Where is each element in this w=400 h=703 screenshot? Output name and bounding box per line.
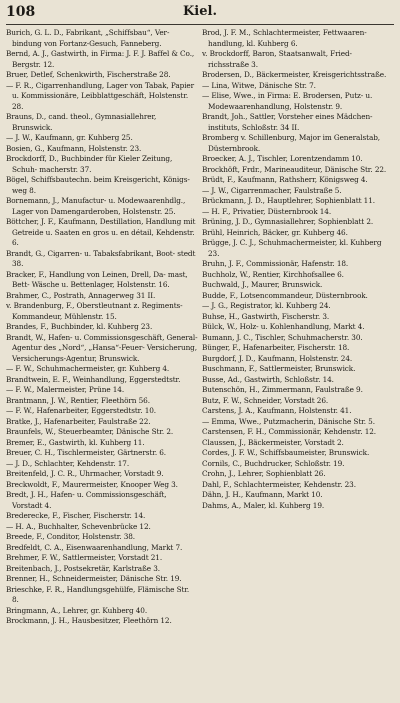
directory-entry: — F. W., Schuhmachermeister, gr. Kuhberg 4. xyxy=(6,364,170,373)
directory-entry: Brandt, W., Hafen- u. Commissionsgeschäft, General-Agentur des „Nord“, „Hansa“-Feuer- Versicherung, Versicherungs-Agentur, Brunswick. xyxy=(6,332,198,363)
directory-entry: — Emma, Wwe., Putzmacherin, Dänische Str. 5. xyxy=(202,416,375,426)
directory-entry: Brahmer, C., Postrath, Annagerweg 31 II. xyxy=(6,290,156,300)
directory-entry: Crohn, J., Lehrer, Sophienblatt 26. xyxy=(202,469,326,478)
directory-entry: Bracker, F., Handlung von Leinen, Drell, Da- mast, Bett- Wäsche u. Bettenlager, Holstenstr. 16. xyxy=(6,269,188,289)
directory-entry: Brehmer, F. W., Sattlermeister, Vorstadt 21. xyxy=(6,553,163,562)
directory-entry: Carstens, J. A., Kaufmann, Holstenstr. 41. xyxy=(202,406,352,415)
directory-entry: Bremer, E., Gastwirth, kl. Kuhberg 11. xyxy=(6,437,145,447)
directory-entry: — J. D., Schlachter, Kehdenstr. 17. xyxy=(6,458,130,468)
directory-entry: v. Brockdorff, Baron, Staatsanwalt, Fried- richsstraße 3. xyxy=(202,49,352,69)
directory-entry: Brüning, J. D., Gymnasiallehrer, Sophienblatt 2. xyxy=(202,217,374,226)
directory-entry: Breitenbach, J., Postsekretär, Karlstraße 3. xyxy=(6,563,161,573)
directory-entry: Brockdorff, D., Buchbinder für Kieler Zeitung, Schuh- macherstr. 37. xyxy=(6,154,173,174)
directory-entry: Brandt, Joh., Sattler, Vorsteher eines Mädchen- instituts, Schloßstr. 34 II. xyxy=(202,112,373,132)
directory-entry: Brod, J. F. M., Schlachtermeister, Fettwaaren- handlung, kl. Kuhberg 6. xyxy=(202,28,367,48)
directory-entry: — Elise, Wwe., in Firma: E. Brodersen, Putz- u. Modewaarenhandlung, Holstenstr. 9. xyxy=(202,91,373,111)
directory-columns xyxy=(6,28,394,698)
directory-entry: Dähn, J. H., Kaufmann, Markt 10. xyxy=(202,490,323,499)
directory-entry: Bredfeldt, C. A., Eisenwaarenhandlung, Markt 7. xyxy=(6,542,183,552)
directory-entry: Bredt, J. H., Hafen- u. Commissionsgeschäft, Vorstadt 4. xyxy=(6,490,167,510)
directory-entry: Claussen, J., Bäckermeister, Vorstadt 2. xyxy=(202,437,344,447)
directory-entry: Breckwoldt, F., Maurermeister, Knooper Weg 3. xyxy=(6,479,178,489)
directory-entry: — J. W., Cigarrenmacher, Faulstraße 5. xyxy=(202,185,342,195)
directory-entry: Broecker, A. J., Tischler, Lorentzendamm 10. xyxy=(202,154,363,163)
directory-entry: — F. W., Hafenarbeiter, Eggerstedtstr. 10. xyxy=(6,406,157,415)
directory-entry: Brandes, F., Buchbinder, kl. Kuhberg 23. xyxy=(6,322,153,331)
directory-entry: — H. A., Buchhalter, Schevenbrücke 12. xyxy=(6,521,151,531)
directory-entry: Brockmann, J. H., Hausbesitzer, Fleethörn 12. xyxy=(6,616,172,625)
directory-entry: Cordes, J. F. W., Schiffsbaumeister, Brunswick. xyxy=(202,448,370,457)
directory-entry: Buschmann, F., Sattlermeister, Brunswick. xyxy=(202,364,356,373)
directory-entry: Brühl, Heinrich, Bäcker, gr. Kuhberg 46. xyxy=(202,227,348,237)
directory-entry: Brieschke, F. R., Handlungsgehülfe, Flämische Str. 8. xyxy=(6,584,190,604)
directory-entry: Braunfels, W., Steuerbeamter, Dänische Str. 2. xyxy=(6,427,174,436)
directory-entry: Brenner, H., Schneidermeister, Dänische Str. 19. xyxy=(6,574,182,583)
directory-entry: Breuer, C. H., Tischlermeister, Gärtnerstr. 6. xyxy=(6,448,167,457)
directory-entry: Brederecke, F., Fischer, Fischerstr. 14. xyxy=(6,511,146,520)
directory-entry: — J. G., Registrator, kl. Kuhberg 24. xyxy=(202,301,331,310)
right-column xyxy=(202,28,394,698)
directory-entry: Brantmann, J. W., Rentier, Fleethörn 56. xyxy=(6,395,150,405)
directory-entry: Bosien, G., Kaufmann, Holstenstr. 23. xyxy=(6,143,142,153)
directory-entry: Burich, G. L. D., Fabrikant, „Schiffsbau“, Ver- bindung von Fortanz-Gesuch, Fanneberg. xyxy=(6,28,170,48)
directory-entry: Budde, F., Lotsencommandeur, Düsternbrook. xyxy=(202,290,368,300)
directory-entry: Butz, F. W., Schneider, Vorstadt 26. xyxy=(202,395,329,405)
directory-entry: v. Brandenburg, F., Oberstleutnant z. Regiments- Kommandeur, Mühlenstr. 15. xyxy=(6,301,183,321)
directory-entry: Dahl, F., Schlachtermeister, Kehdenstr. 23. xyxy=(202,479,356,489)
directory-entry: Bernd, A. J., Gastwirth, in Firma: J. F. J. Baffel & Co., Bergstr. 12. xyxy=(6,49,195,69)
directory-entry: Brüdt, F., Kaufmann, Rathsherr, Königsweg 4. xyxy=(202,175,368,184)
directory-entry: Busse, Ad., Gastwirth, Schloßstr. 14. xyxy=(202,374,334,384)
directory-entry: Brandt, G., Cigarren- u. Tabaksfabrikant, Boot- stedt 38. xyxy=(6,248,196,268)
directory-entry: Buhse, H., Gastwirth, Fischerstr. 3. xyxy=(202,311,330,321)
directory-entry: Bruhn, J. F., Commissionär, Hafenstr. 18. xyxy=(202,259,349,268)
directory-entry: Bünger, F., Hafenarbeiter, Fischerstr. 18. xyxy=(202,343,350,352)
running-head: Kiel. xyxy=(183,4,217,19)
directory-entry: Breede, F., Conditor, Holstenstr. 38. xyxy=(6,532,136,541)
directory-entry: Cornils, C., Buchdrucker, Schloßstr. 19. xyxy=(202,458,345,468)
page-number: 108 xyxy=(6,4,36,20)
directory-entry: Bruer, Detlef, Schenkwirth, Fischerstraße 28. xyxy=(6,70,171,79)
directory-entry: — F. R., Cigarrenhandlung, Lager von Tabak, Papier u. Kommissionäre, Leibblattgeschäft, Holstenstr. 28. xyxy=(6,80,195,111)
directory-entry: Buchholz, W., Rentier, Kirchhofsallee 6. xyxy=(202,269,344,279)
directory-entry: — H. F., Privatier, Düsternbrook 14. xyxy=(202,206,332,216)
directory-entry: Brandtwein, E. F., Weinhandlung, Eggerstedtstr. xyxy=(6,374,181,384)
directory-entry: Brückmann, J. D., Hauptlehrer, Sophienblatt 11. xyxy=(202,196,375,205)
directory-entry: Carstensen, F. H., Commissionär, Kehdenstr. 12. xyxy=(202,427,377,436)
directory-entry: Brauns, D., cand. theol., Gymnasiallehrer, Brunswick. xyxy=(6,112,157,132)
directory-entry: Böttcher, J. F., Kaufmann, Destillation, Handlung mit Getreide u. Saaten en gros u. en détail, Kehdenstr. 6. xyxy=(6,217,196,247)
directory-entry: Brodersen, D., Bäckermeister, Kreisgerichtsstraße. xyxy=(202,70,387,79)
page-header xyxy=(6,4,394,25)
directory-entry: Bülck, W., Holz- u. Kohlenhandlung, Markt 4. xyxy=(202,322,365,331)
directory-entry: Buchwald, J., Maurer, Brunswick. xyxy=(202,280,323,289)
directory-entry: Burgdorf, J. D., Kaufmann, Holstenstr. 24. xyxy=(202,353,353,363)
directory-entry: Bornemann, J., Manufactur- u. Modewaarenhdlg., Lager von Damengarderoben, Holstenstr. 25. xyxy=(6,196,186,216)
directory-entry: Bögel, Schiffsbautechn. beim Kreisgericht, Königs- weg 8. xyxy=(6,175,190,195)
directory-entry: Butenschön, H., Zimmermann, Faulstraße 9. xyxy=(202,385,363,394)
directory-entry: — Lina, Witwe, Dänische Str. 7. xyxy=(202,80,316,90)
directory-entry: Bromberg v. Schillenburg, Major im Generalstab, Düsternbrook. xyxy=(202,133,381,153)
directory-entry: Dahms, A., Maler, kl. Kuhberg 19. xyxy=(202,500,325,510)
directory-entry: Bringmann, A., Lehrer, gr. Kuhberg 40. xyxy=(6,605,148,615)
directory-entry: Breitenfeld, J. C. R., Uhrmacher, Vorstadt 9. xyxy=(6,469,164,478)
left-column xyxy=(6,28,198,698)
directory-entry: Bratke, J., Hafenarbeiter, Faulstraße 22. xyxy=(6,416,151,426)
directory-entry: Bumann, J. C., Tischler, Schuhmacherstr. 30. xyxy=(202,332,363,342)
directory-entry: — J. W., Kaufmann, gr. Kuhberg 25. xyxy=(6,133,133,142)
directory-entry: — F. W., Malermeister, Prüne 14. xyxy=(6,385,125,394)
directory-entry: Brockhöft, Frdr., Marineauditeur, Dänische Str. 22. xyxy=(202,164,387,174)
directory-entry: Brügge, J. C. J., Schuhmachermeister, kl. Kuhberg 23. xyxy=(202,238,382,258)
